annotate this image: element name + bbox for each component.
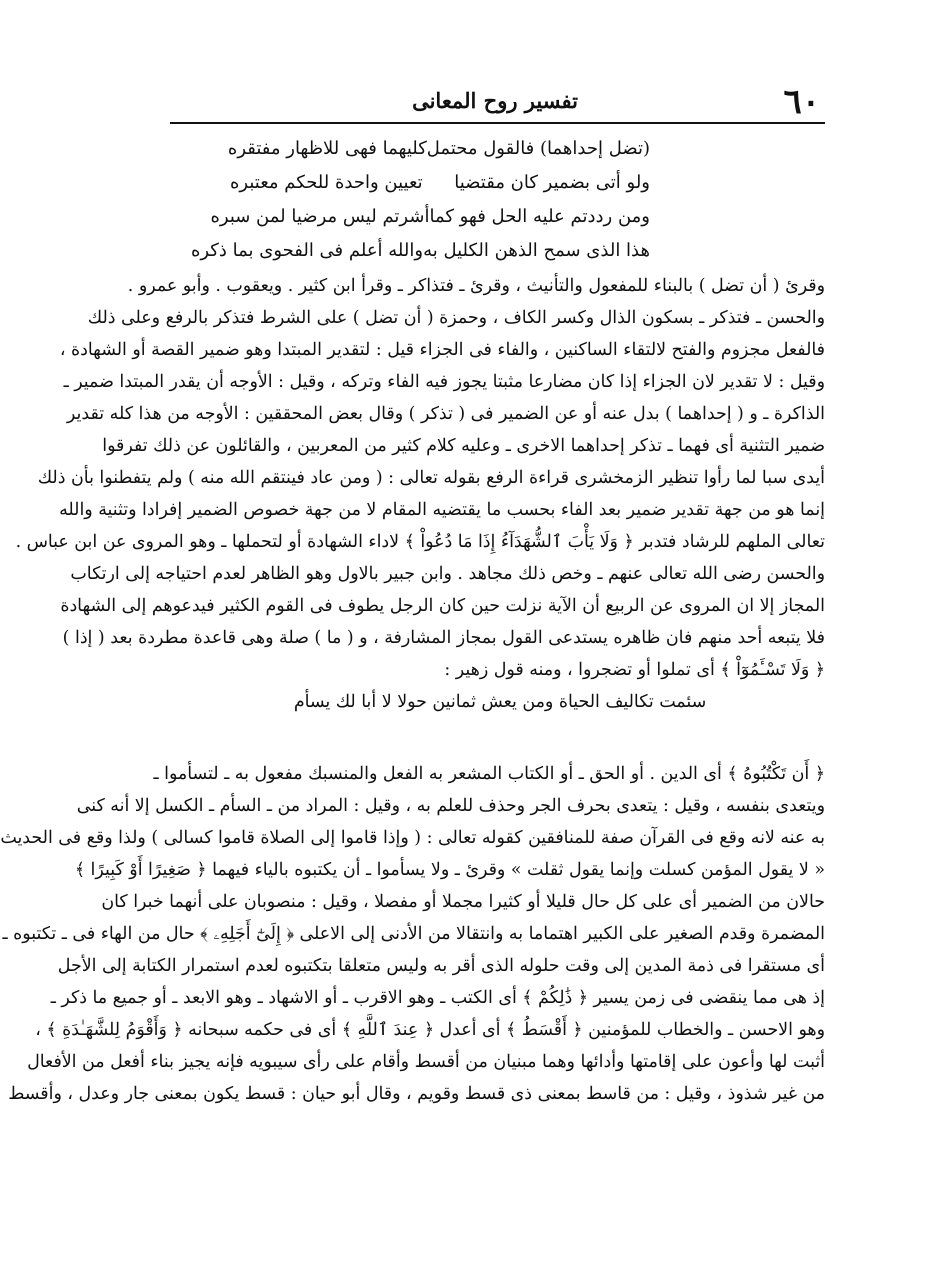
text-line: إذ هى مما ينقضى فى زمن يسير ﴿ ذَٰلِكُمْ ﴾ أى الكتب ـ وهو الاقرب ـ أو الاشهاد ـ وهو الابعد ـ أو جميع ما ذكر ـ	[50, 988, 825, 1008]
quoted-verse: سئمت تكاليف الحياة ومن يعش ثمانين حولا لا أبا لك يسأم	[293, 692, 707, 712]
text-line: وقيل : لا تقدير لان الجزاء إذا كان مضارعا مثبتا يجوز فيه الفاء وتركه ، وقيل : الأوجه أن يقدر المبتدا ضمير ـ	[63, 372, 825, 392]
text-line: تعالى الملهم للرشاد فتدبر ﴿ وَلَا يَأْبَ ٱلشُّهَدَآءُ إِذَا مَا دُعُواْ ﴾ لاداء الشهادة أو لتحملها ـ وهو المروى عن ابن عباس .	[15, 532, 825, 552]
verse-second-hemistich: كليهما فهى للاظهار مفتقره	[227, 138, 427, 159]
text-line: من غير شذوذ ، وقيل : من قاسط بمعنى ذى قسط وقويم ، وقال أبو حيان : قسط يكون بمعنى جار وعدل ، وأقسط	[8, 1084, 825, 1104]
text-line: والحسن رضى الله تعالى عنهم ـ وخص ذلك مجاهد . وابن جبير بالاول وهو الظاهر لعدم احتياجه إلى ارتكاب	[70, 564, 825, 584]
text-line: به عنه لانه وقع فى القرآن صفة للمنافقين كقوله تعالى : ( وإذا قاموا إلى الصلاة قاموا كسالى ) ولذا وقع فى الحديث	[0, 828, 825, 848]
text-line: والحسن ـ فتذكر ـ بسكون الذال وكسر الكاف ، وحمزة ( أن تضل ) على الشرط فتذكر بالرفع وعلى ذلك	[87, 308, 825, 328]
text-line: إنما هو من جهة تقدير ضمير بعد الفاء بحسب ما يقتضيه المقام لا من جهة خصوص الضمير إفرادا وتثنية والله	[59, 500, 825, 520]
text-line: ﴿ أَن تَكْتُبُوهُ ﴾ أى الدين . أو الحق ـ أو الكتاب المشعر به الفعل والمنسبك مفعول به ـ لتسأموا ـ	[153, 764, 825, 784]
page-header	[170, 82, 820, 122]
verse-second-hemistich: أشرتم ليس مرضيا لمن سبره	[210, 206, 430, 227]
text-line: ضمير التثنية أى فهما ـ تذكر إحداهما الاخرى ـ وعليه كلام كثير من المعربين ، والقائلون عن ذلك تفرقوا	[102, 436, 825, 456]
text-line: الذاكرة ـ و ( إحداهما ) بدل عنه أو عن الضمير فى ( تذكر ) وقال بعض المحققين : الأوجه من هذا كله تقدير	[66, 404, 825, 424]
poem-verse	[227, 132, 650, 166]
text-line: فالفعل مجزوم والفتح لالتقاء الساكنين ، والفاء فى الجزاء قيل : لتقدير المبتدا وهو ضمير القصة أو الشهادة ،	[59, 340, 825, 360]
text-line: فلا يتبعه أحد منهم فان ظاهره يستدعى القول بمجاز المشارفة ، و ( ما ) صلة وهى قاعدة مطردة بعد ( إذا )	[62, 628, 825, 648]
poem-block	[190, 132, 650, 268]
text-line: المجاز إلا ان المروى عن الربيع أن الآية نزلت حين كان الرجل يطوف فى القوم الكثير فيدعوهم إلى الشهادة	[60, 596, 825, 616]
verse-first-hemistich: ومن رددتم عليه الحل فهو كما	[429, 206, 650, 227]
verse-second-hemistich: والله أعلم فى الفحوى بما ذكره	[190, 240, 424, 261]
text-line: المضمرة وقدم الصغير على الكبير اهتماما به وانتقالا من الأدنى إلى الاعلى ﴿ إِلَىٰٓ أَجَلِهِۦ ﴾ حال من الهاء فى ـ تكتبوه ـ	[2, 924, 825, 944]
poem-verse	[210, 200, 650, 234]
verse-spacing	[175, 718, 825, 758]
header-rule	[170, 122, 825, 124]
running-title: تفسير روح المعانى	[412, 88, 578, 113]
text-line: حالان من الضمير أى على كل حال قليلا أو كثيرا مجملا أو مفصلا ، وقيل : منصوبان على أنهما خبرا كان	[101, 892, 825, 912]
text-line: أثبت لها وأعون على إقامتها وأدائها وهما مبنيان من أقسط وأقام على رأى سيبويه فإنه يجيز بناء أفعل من الأفعال	[27, 1052, 825, 1072]
text-line: وهو الاحسن ـ والخطاب للمؤمنين ﴿ أَقْسَطُ ﴾ أى أعدل ﴿ عِندَ ٱللَّهِ ﴾ أى فى حكمه سبحانه ﴿ وَأَقْوَمُ لِلشَّهَـٰدَةِ ﴾ ،	[35, 1020, 825, 1040]
poem-verse	[190, 234, 650, 268]
verse-first-hemistich: ولو أتى بضمير كان مقتضيا	[454, 172, 650, 193]
text-line: ﴿ وَلَا تَسْـَٔمُوٓاْ ﴾ أى تملوا أو تضجروا ، ومنه قول زهير :	[444, 660, 825, 680]
page-number: ٦٠	[783, 82, 820, 122]
verse-first-hemistich: هذا الذى سمح الذهن الكليل به	[423, 240, 650, 261]
verse-first-hemistich: (تضل إحداهما) فالقول محتمل	[426, 138, 650, 159]
poem-verse	[230, 166, 650, 200]
verse-second-hemistich: تعيين واحدة للحكم معتبره	[230, 172, 423, 193]
text-line: « لا يقول المؤمن كسلت وإنما يقول ثقلت » وقرئ ـ ولا يسأموا ـ أن يكتبوه بالياء فيهما ﴿ صَغِيرًا أَوْ كَبِيرًا ﴾	[74, 860, 825, 880]
commentary-body	[0, 270, 825, 1110]
text-line: أى مستقرا فى ذمة المدين إلى وقت حلوله الذى أقر به وليس متعلقا بتكتبوه لعدم استمرار الكتابة إلى الأجل	[57, 956, 825, 976]
text-line: وقرئ ( أن تضل ) بالبناء للمفعول والتأنيث ، وقرئ ـ فتذاكر ـ وقرأ ابن كثير . ويعقوب . وأبو عمرو .	[127, 276, 825, 296]
text-line: ويتعدى بنفسه ، وقيل : يتعدى بحرف الجر وحذف للعلم به ، وقيل : المراد من ـ السأم ـ الكسل إلا أنه كنى	[76, 796, 825, 816]
text-line: أيدى سبا لما رأوا تنظير الزمخشرى قراءة الرفع بقوله تعالى : ( ومن عاد فينتقم الله منه ) ولم يتفطنوا بأن ذلك	[37, 468, 825, 488]
